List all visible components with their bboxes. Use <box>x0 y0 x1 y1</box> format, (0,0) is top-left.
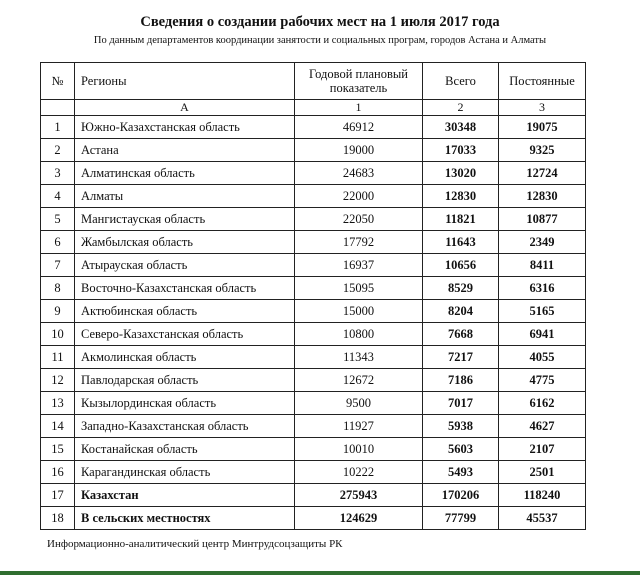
cell-region: Казахстан <box>75 484 295 507</box>
cell-num: 8 <box>41 277 75 300</box>
table-row <box>41 392 586 415</box>
cell-permanent: 9325 <box>499 139 586 162</box>
cell-plan: 16937 <box>295 254 423 277</box>
cell-total: 12830 <box>423 185 499 208</box>
cell-num: 2 <box>41 139 75 162</box>
cell-permanent: 45537 <box>499 507 586 530</box>
cell-total: 11821 <box>423 208 499 231</box>
cell-total: 10656 <box>423 254 499 277</box>
table-row <box>41 254 586 277</box>
cell-plan: 15000 <box>295 300 423 323</box>
source-note: Информационно-аналитический центр Минтрудсоцзащиты РК <box>47 538 343 550</box>
cell-plan: 11927 <box>295 415 423 438</box>
cell-region: Павлодарская область <box>75 369 295 392</box>
cell-region: Южно-Казахстанская область <box>75 116 295 139</box>
jobs-table <box>40 62 586 530</box>
cell-plan: 9500 <box>295 392 423 415</box>
cell-plan: 10800 <box>295 323 423 346</box>
col-subheader-region: А <box>75 100 295 116</box>
cell-plan: 19000 <box>295 139 423 162</box>
table-row <box>41 484 586 507</box>
cell-num: 6 <box>41 231 75 254</box>
cell-plan: 22000 <box>295 185 423 208</box>
col-header-plan: Годовой плановый показатель <box>295 63 423 100</box>
table-row <box>41 507 586 530</box>
cell-permanent: 6941 <box>499 323 586 346</box>
cell-total: 77799 <box>423 507 499 530</box>
table-row <box>41 185 586 208</box>
cell-region: Атырауская область <box>75 254 295 277</box>
cell-region: Костанайская область <box>75 438 295 461</box>
col-subheader-plan: 1 <box>295 100 423 116</box>
cell-num: 1 <box>41 116 75 139</box>
cell-num: 18 <box>41 507 75 530</box>
cell-total: 7017 <box>423 392 499 415</box>
cell-num: 4 <box>41 185 75 208</box>
cell-permanent: 2349 <box>499 231 586 254</box>
cell-region: Западно-Казахстанская область <box>75 415 295 438</box>
cell-total: 30348 <box>423 116 499 139</box>
cell-plan: 15095 <box>295 277 423 300</box>
col-header-total: Всего <box>423 63 499 100</box>
cell-num: 13 <box>41 392 75 415</box>
cell-num: 17 <box>41 484 75 507</box>
col-header-permanent: Постоянные <box>499 63 586 100</box>
col-subheader-total: 2 <box>423 100 499 116</box>
cell-plan: 11343 <box>295 346 423 369</box>
table-body <box>41 116 586 530</box>
cell-total: 8529 <box>423 277 499 300</box>
cell-plan: 10010 <box>295 438 423 461</box>
cell-num: 5 <box>41 208 75 231</box>
table-row <box>41 323 586 346</box>
cell-permanent: 19075 <box>499 116 586 139</box>
cell-plan: 22050 <box>295 208 423 231</box>
cell-total: 5603 <box>423 438 499 461</box>
cell-total: 11643 <box>423 231 499 254</box>
cell-permanent: 12830 <box>499 185 586 208</box>
cell-total: 8204 <box>423 300 499 323</box>
cell-permanent: 12724 <box>499 162 586 185</box>
cell-permanent: 6162 <box>499 392 586 415</box>
cell-permanent: 118240 <box>499 484 586 507</box>
cell-num: 12 <box>41 369 75 392</box>
cell-total: 13020 <box>423 162 499 185</box>
cell-num: 3 <box>41 162 75 185</box>
cell-region: Кызылординская область <box>75 392 295 415</box>
cell-region: Актюбинская область <box>75 300 295 323</box>
cell-num: 7 <box>41 254 75 277</box>
cell-num: 9 <box>41 300 75 323</box>
cell-total: 5938 <box>423 415 499 438</box>
cell-permanent: 10877 <box>499 208 586 231</box>
cell-total: 17033 <box>423 139 499 162</box>
cell-permanent: 4775 <box>499 369 586 392</box>
cell-total: 7186 <box>423 369 499 392</box>
cell-num: 10 <box>41 323 75 346</box>
table-row <box>41 461 586 484</box>
cell-region: Акмолинская область <box>75 346 295 369</box>
cell-total: 5493 <box>423 461 499 484</box>
cell-region: В сельских местностях <box>75 507 295 530</box>
col-header-region: Регионы <box>75 63 295 100</box>
cell-region: Северо-Казахстанская область <box>75 323 295 346</box>
cell-num: 16 <box>41 461 75 484</box>
cell-plan: 17792 <box>295 231 423 254</box>
table-row <box>41 438 586 461</box>
table-row <box>41 346 586 369</box>
col-subheader-permanent: 3 <box>499 100 586 116</box>
cell-permanent: 2501 <box>499 461 586 484</box>
bottom-divider <box>0 571 640 575</box>
cell-region: Алматинская область <box>75 162 295 185</box>
cell-plan: 12672 <box>295 369 423 392</box>
cell-region: Жамбылская область <box>75 231 295 254</box>
cell-plan: 24683 <box>295 162 423 185</box>
table-subheader-row <box>41 100 586 116</box>
cell-total: 170206 <box>423 484 499 507</box>
document-title: Сведения о создании рабочих мест на 1 июля 2017 года <box>140 14 500 30</box>
cell-plan: 46912 <box>295 116 423 139</box>
table-header-row <box>41 63 586 100</box>
cell-permanent: 6316 <box>499 277 586 300</box>
cell-total: 7668 <box>423 323 499 346</box>
cell-num: 11 <box>41 346 75 369</box>
cell-total: 7217 <box>423 346 499 369</box>
table-row <box>41 116 586 139</box>
table-row <box>41 231 586 254</box>
table-row <box>41 415 586 438</box>
col-subheader-num <box>41 100 75 116</box>
table-row <box>41 162 586 185</box>
table-row <box>41 208 586 231</box>
cell-region: Астана <box>75 139 295 162</box>
cell-plan: 10222 <box>295 461 423 484</box>
cell-permanent: 4055 <box>499 346 586 369</box>
table-row <box>41 300 586 323</box>
cell-num: 15 <box>41 438 75 461</box>
cell-plan: 124629 <box>295 507 423 530</box>
cell-num: 14 <box>41 415 75 438</box>
table-row <box>41 369 586 392</box>
cell-permanent: 5165 <box>499 300 586 323</box>
cell-plan: 275943 <box>295 484 423 507</box>
cell-region: Мангистауская область <box>75 208 295 231</box>
table-row <box>41 277 586 300</box>
table-row <box>41 139 586 162</box>
cell-region: Алматы <box>75 185 295 208</box>
cell-region: Восточно-Казахстанская область <box>75 277 295 300</box>
cell-permanent: 2107 <box>499 438 586 461</box>
col-header-num: № <box>41 63 75 100</box>
cell-region: Карагандинская область <box>75 461 295 484</box>
document-subtitle: По данным департаментов координации занятости и социальных програм, городов Астана и Алматы <box>93 35 547 46</box>
cell-permanent: 4627 <box>499 415 586 438</box>
cell-permanent: 8411 <box>499 254 586 277</box>
